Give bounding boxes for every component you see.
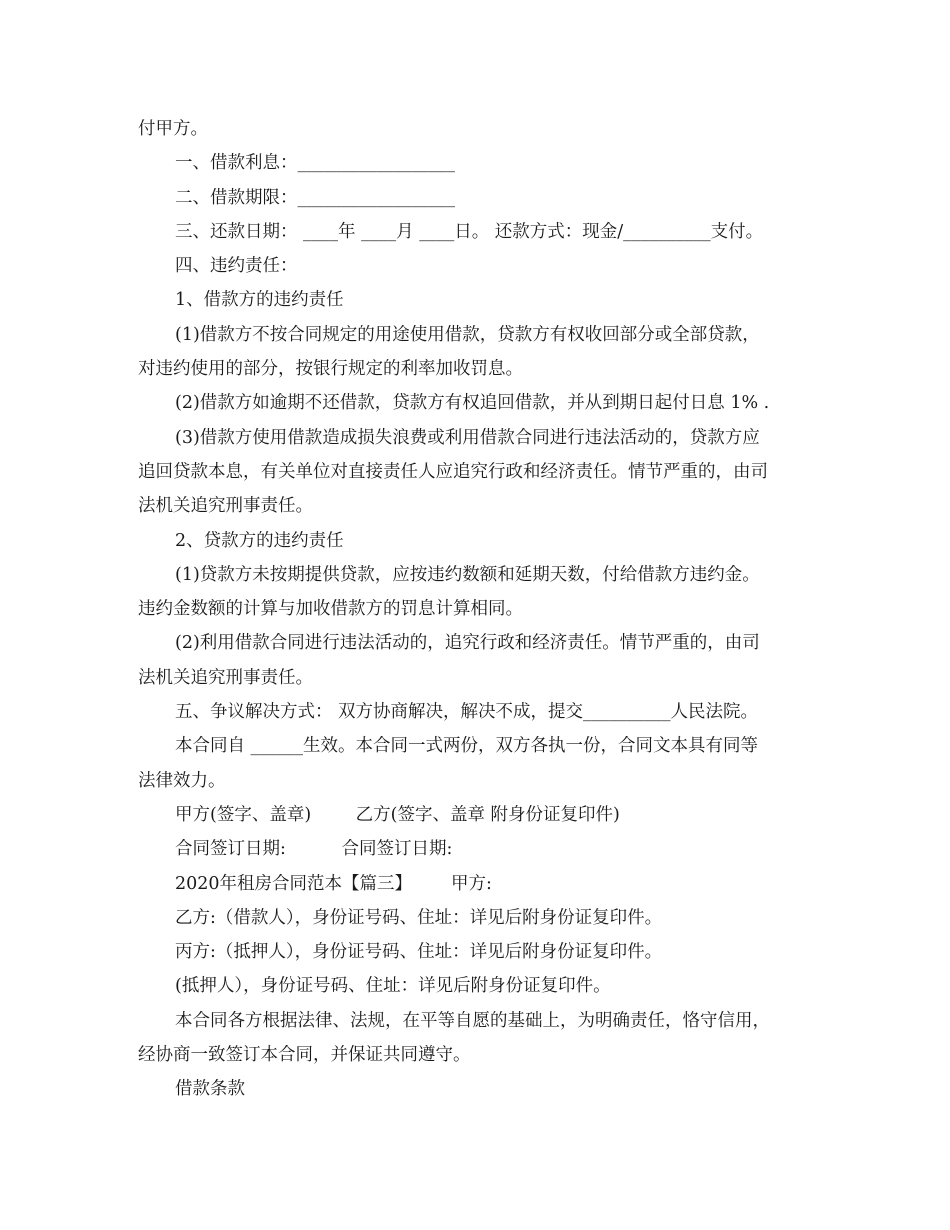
text-line: 付甲方。 [138, 119, 208, 139]
text-line: 追回贷款本息，有关单位对直接责任人应追究行政和经济责任。情节严重的，由司 [138, 461, 768, 482]
party-line: 丙方:（抵押人），身份证号码、住址：详见后附身份证复印件。 [175, 942, 663, 963]
text-line: (2)利用借款合同进行违法活动的，追究行政和经济责任。情节严重的，由司 [175, 633, 760, 654]
document-title-line: 2020年租房合同范本【篇三】 甲方: [175, 873, 492, 894]
text-line: (1)借款方不按合同规定的用途使用借款，贷款方有权收回部分或全部贷款， [175, 324, 760, 345]
party-line: 乙方:（借款人），身份证号码、住址：详见后附身份证复印件。 [175, 907, 663, 928]
section-heading: 四、违约责任： [175, 256, 298, 277]
text-line: 法律效力。 [138, 770, 226, 791]
text-line: 法机关追究刑事责任。 [138, 496, 313, 517]
subsection-heading: 1、借款方的违约责任 [175, 290, 344, 311]
text-line: 二、借款期限：__________________ [175, 187, 455, 208]
section-heading: 借款条款 [175, 1079, 245, 1100]
text-line: 经协商一致签订本合同，并保证共同遵守。 [138, 1045, 471, 1066]
text-line: (3)借款方使用借款造成损失浪费或利用借款合同进行违法活动的，贷款方应 [175, 427, 760, 448]
text-line: 本合同自 ______生效。本合同一式两份，双方各执一份，合同文本具有同等 [175, 736, 759, 757]
section-heading: 五、争议解决方式： 双方协商解决，解决不成，提交__________人民法院。 [175, 702, 759, 723]
text-line: 一、借款利息：__________________ [175, 153, 455, 174]
text-line: 本合同各方根据法律、法规，在平等自愿的基础上，为明确责任，恪守信用， [175, 1010, 770, 1031]
document-body [138, 112, 828, 1107]
signature-line: 甲方(签字、盖章) 乙方(签字、盖章 附身份证复印件) [175, 804, 620, 825]
text-line: 三、还款日期： ____年 ____月 ____日。 还款方式：现金/__________支付。 [175, 221, 764, 242]
text-line: 法机关追究刑事责任。 [138, 667, 313, 688]
signing-date-line: 合同签订日期: 合同签订日期: [175, 839, 453, 860]
text-line: (1)贷款方未按期提供贷款，应按违约数额和延期天数，付给借款方违约金。 [175, 564, 760, 585]
text-line: 违约金数额的计算与加收借款方的罚息计算相同。 [138, 599, 523, 620]
text-line: 对违约使用的部分，按银行规定的利率加收罚息。 [138, 359, 523, 380]
party-line: (抵押人），身份证号码、住址：详见后附身份证复印件。 [175, 976, 611, 997]
subsection-heading: 2、贷款方的违约责任 [175, 530, 344, 551]
text-line: (2)借款方如逾期不还借款，贷款方有权追回借款，并从到期日起付日息 1% . [175, 393, 770, 414]
